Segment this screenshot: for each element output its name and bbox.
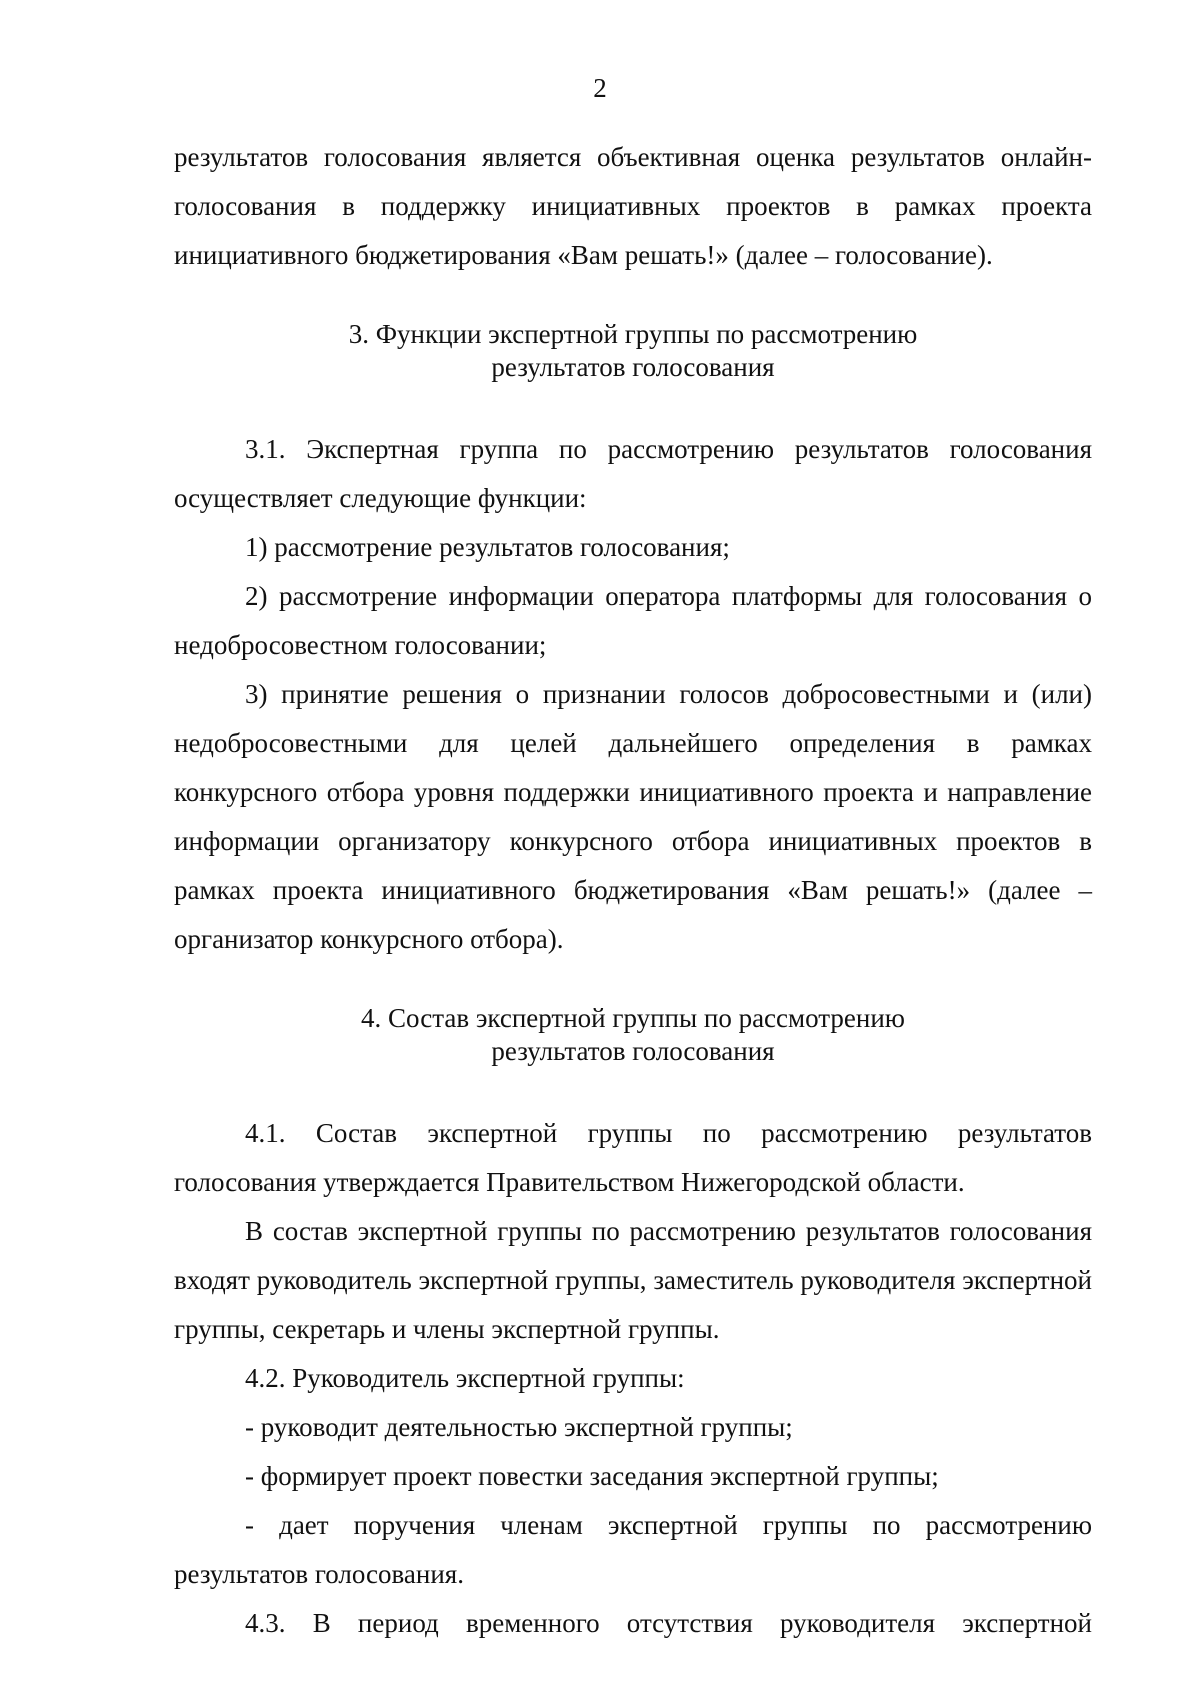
section-4-heading [174, 1002, 1092, 1068]
paragraph-4-1: 4.1. Состав экспертной группы по рассмотрению результатов голосования утверждается Правительством Нижегородской области. [174, 1118, 1092, 1197]
paragraph-4-2: 4.2. Руководитель экспертной группы: [245, 1363, 685, 1393]
paragraph-4-3: 4.3. В период временного отсутствия руководителя экспертной [245, 1608, 1092, 1638]
paragraph-3-item-1: 1) рассмотрение результатов голосования; [245, 532, 730, 562]
paragraph-4-1-composition: В состав экспертной группы по рассмотрению результатов голосования входят руководитель экспертной группы, заместитель руководителя экспертной группы, секретарь и члены экспертной группы. [174, 1216, 1092, 1344]
paragraph-3-item-3: 3) принятие решения о признании голосов добросовестными и (или) недобросовестными для целей дальнейшего определения в рамках конкурсного отбора уровня поддержки инициативного проекта и направление информации организатору конкурсного отбора инициативных проектов в рамках проекта инициативного бюджетирования «Вам решать!» (далее – организатор конкурсного отбора). [174, 679, 1092, 954]
section-4-heading-line-2: результатов голосования [491, 1036, 775, 1066]
paragraph-intro: результатов голосования является объективная оценка результатов онлайн-голосования в поддержку инициативных проектов в рамках проекта инициативного бюджетирования «Вам решать!» (далее – голосование). [174, 142, 1092, 270]
paragraph-3-1: 3.1. Экспертная группа по рассмотрению результатов голосования осуществляет следующие функции: [174, 434, 1092, 513]
paragraph-3-item-2: 2) рассмотрение информации оператора платформы для голосования о недобросовестном голосовании; [174, 581, 1092, 660]
document-body [174, 133, 1092, 1648]
section-3-heading [174, 318, 1092, 384]
paragraph-4-2-duty-1: - руководит деятельностью экспертной группы; [245, 1412, 793, 1442]
paragraph-4-2-duty-3: - дает поручения членам экспертной группы по рассмотрению результатов голосования. [174, 1510, 1092, 1589]
section-3-heading-line-2: результатов голосования [491, 352, 775, 382]
page-number: 2 [593, 73, 607, 103]
section-4-heading-line-1: 4. Состав экспертной группы по рассмотрению [361, 1003, 905, 1033]
section-3-heading-line-1: 3. Функции экспертной группы по рассмотрению [348, 319, 918, 349]
paragraph-4-2-duty-2: - формирует проект повестки заседания экспертной группы; [245, 1461, 939, 1491]
